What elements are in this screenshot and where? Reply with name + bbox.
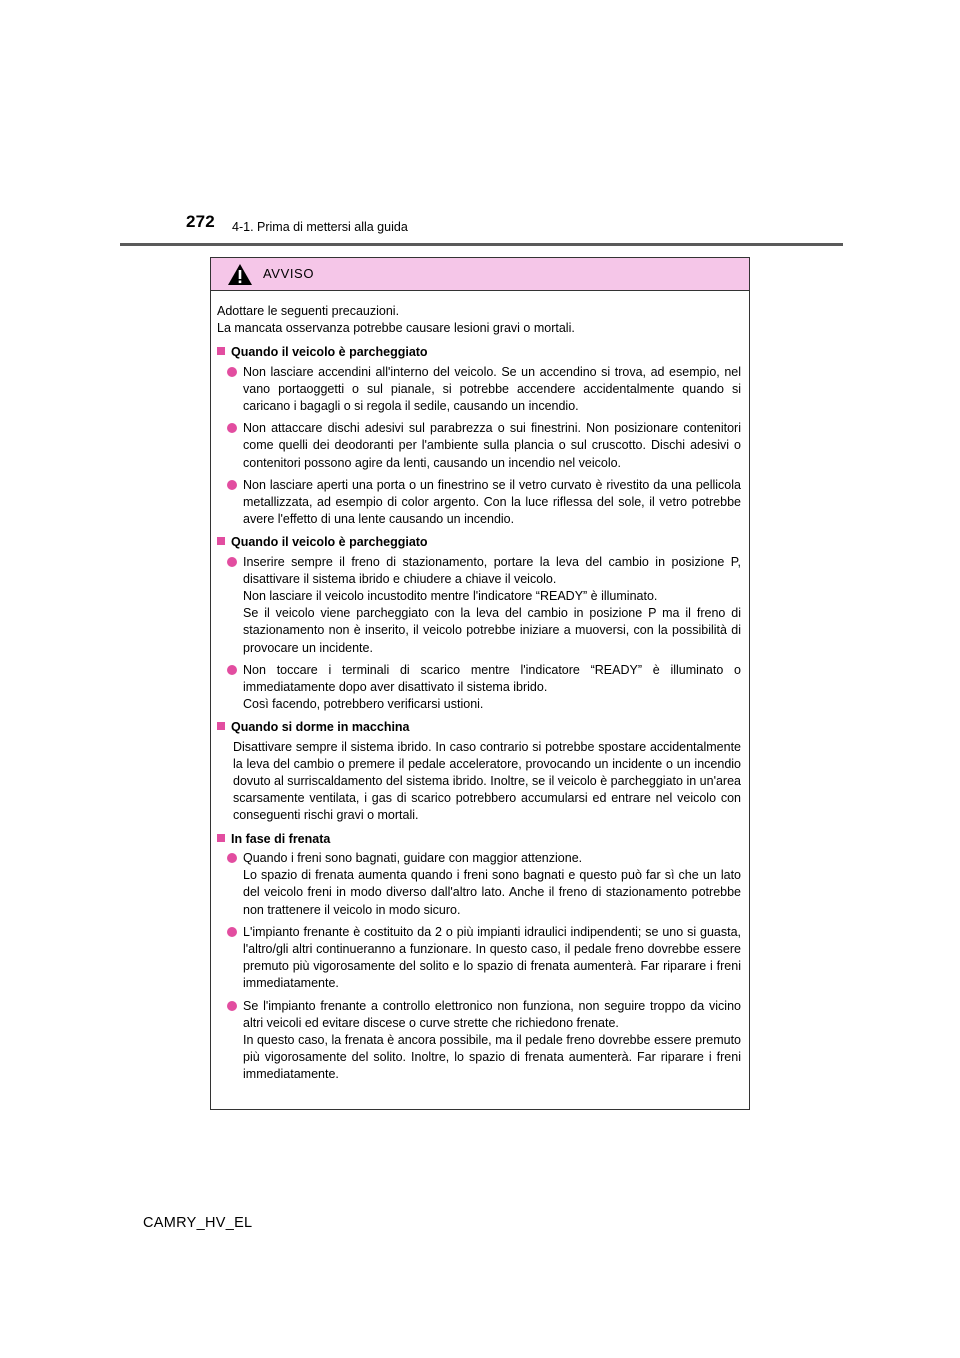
bullet-text: Inserire sempre il freno di stazionamento, portare la leva del cambio in posizione P, disattivare il sistema ibrido e chiudere a chiave il veicolo. xyxy=(243,554,741,586)
section-sleeping xyxy=(217,719,741,824)
section-heading xyxy=(217,534,741,551)
bullet-text: Non lasciare il veicolo incustodito mentre l'indicatore “READY” è illuminato. xyxy=(243,589,658,604)
square-bullet-icon xyxy=(217,347,225,355)
bullet-text: Non attaccare dischi adesivi sul parabrezza o sui finestrini. Non posizionare contenitori come quelli dei deodoranti per l'ambiente sulla plancia o sul cruscotto. Dischi adesivi o contenitori possono agire da lenti, causando un incendio nel veicolo. xyxy=(243,421,741,470)
bullet-item xyxy=(227,554,741,657)
warning-header xyxy=(211,258,749,291)
section-title-text: In fase di frenata xyxy=(231,831,331,846)
page-number: 272 xyxy=(186,212,215,231)
bullet-text: Non toccare i terminali di scarico mentre l'indicatore “READY” è illuminato o immediatamente dopo aver disattivato il sistema ibrido. xyxy=(243,662,741,695)
bullet-item xyxy=(227,850,741,919)
bullet-item xyxy=(227,924,741,993)
section-parked-1 xyxy=(217,344,741,528)
dot-bullet-icon xyxy=(227,665,237,675)
section-title: 4-1. Prima di mettersi alla guida xyxy=(232,220,408,234)
dot-bullet-icon xyxy=(227,927,237,937)
header-divider xyxy=(120,243,843,246)
bullet-text: Se l'impianto frenante a controllo elettronico non funziona, non seguire troppo da vicino altri veicoli ed evitare discese o curve strette che richiedono frenate. xyxy=(243,998,741,1030)
bullet-item xyxy=(227,662,741,714)
section-heading xyxy=(217,719,741,736)
warning-label: AVVISO xyxy=(263,266,315,281)
bullet-text: Non lasciare aperti una porta o un finestrino se il vetro curvato è rivestito da una pellicola metallizzata, ad esempio di color argento. Con la luce riflessa del sole, il vetro potrebbe avere l'effetto di una lente causando un incendio. xyxy=(243,477,741,527)
section-heading xyxy=(217,344,741,361)
square-bullet-icon xyxy=(217,722,225,730)
warning-intro xyxy=(217,303,741,337)
bullet-text: In questo caso, la frenata è ancora possibile, ma il pedale freno dovrebbe essere premuto più vigorosamente del solito. Inoltre, lo spazio di frenata aumenterà. Far riparare i freni immediatamente. xyxy=(243,1032,741,1082)
section-text: Disattivare sempre il sistema ibrido. In caso contrario si potrebbe spostare accidentalmente la leva del cambio o premere il pedale acceleratore, provocando un incidente o un incendio dovuto al surriscaldamento del sistema ibrido. Inoltre, se il veicolo è parcheggiato in un'area scarsamente ventilata, i gas di scarico potrebbero accumularsi ed entrare nel veicolo con conseguenti rischi gravi o mortali. xyxy=(233,739,741,823)
bullet-item xyxy=(227,477,741,529)
bullet-item xyxy=(227,420,741,472)
intro-line: Adottare le seguenti precauzioni. xyxy=(217,304,400,318)
intro-line: La mancata osservanza potrebbe causare lesioni gravi o mortali. xyxy=(217,321,575,336)
dot-bullet-icon xyxy=(227,853,237,863)
dot-bullet-icon xyxy=(227,367,237,377)
bullet-text: Quando i freni sono bagnati, guidare con maggior attenzione. xyxy=(243,850,583,865)
document-code: CAMRY_HV_EL xyxy=(143,1215,253,1231)
warning-body xyxy=(211,291,749,1084)
bullet-text: L'impianto frenante è costituito da 2 o più impianti idraulici indipendenti; se uno si guasta, l'altro/gli altri continueranno a funzionare. In questo caso, il pedale freno dovrebbe essere premuto più vigorosamente del solito e lo spazio di frenata aumenterà. Far riparare i freni immediatamente. xyxy=(243,924,741,991)
section-title-text: Quando il veicolo è parcheggiato xyxy=(231,535,428,550)
section-title-text: Quando il veicolo è parcheggiato xyxy=(231,345,428,360)
warning-box xyxy=(210,257,750,1110)
square-bullet-icon xyxy=(217,537,225,545)
bullet-text: Non lasciare accendini all'interno del veicolo. Se un accendino si trova, ad esempio, nel vano portaoggetti o sul pianale, si potrebbe accendere accidentalmente quando si caricano i bagagli o si regola il sedile, causando un incendio. xyxy=(243,364,741,414)
dot-bullet-icon xyxy=(227,557,237,567)
section-parked-2 xyxy=(217,534,741,713)
bullet-text: Lo spazio di frenata aumenta quando i freni sono bagnati e questo può far sì che un lato del veicolo freni in modo diverso dall'altro lato. Anche il freno di stazionamento potrebbe non trattenere il veicolo in modo sicuro. xyxy=(243,868,741,917)
warning-triangle-icon xyxy=(227,263,253,286)
dot-bullet-icon xyxy=(227,423,237,433)
dot-bullet-icon xyxy=(227,1001,237,1011)
bullet-text: Così facendo, potrebbero verificarsi ustioni. xyxy=(243,697,484,712)
page-header xyxy=(0,0,960,250)
dot-bullet-icon xyxy=(227,480,237,490)
bullet-text: Se il veicolo viene parcheggiato con la leva del cambio in posizione P ma il freno di stazionamento non è inserito, il veicolo potrebbe iniziare a muoversi, con la possibilità di provocare un incidente. xyxy=(243,606,741,655)
section-heading xyxy=(217,831,741,848)
bullet-item xyxy=(227,998,741,1084)
bullet-item xyxy=(227,364,741,416)
square-bullet-icon xyxy=(217,834,225,842)
section-title-text: Quando si dorme in macchina xyxy=(231,720,410,735)
section-braking xyxy=(217,831,741,1084)
